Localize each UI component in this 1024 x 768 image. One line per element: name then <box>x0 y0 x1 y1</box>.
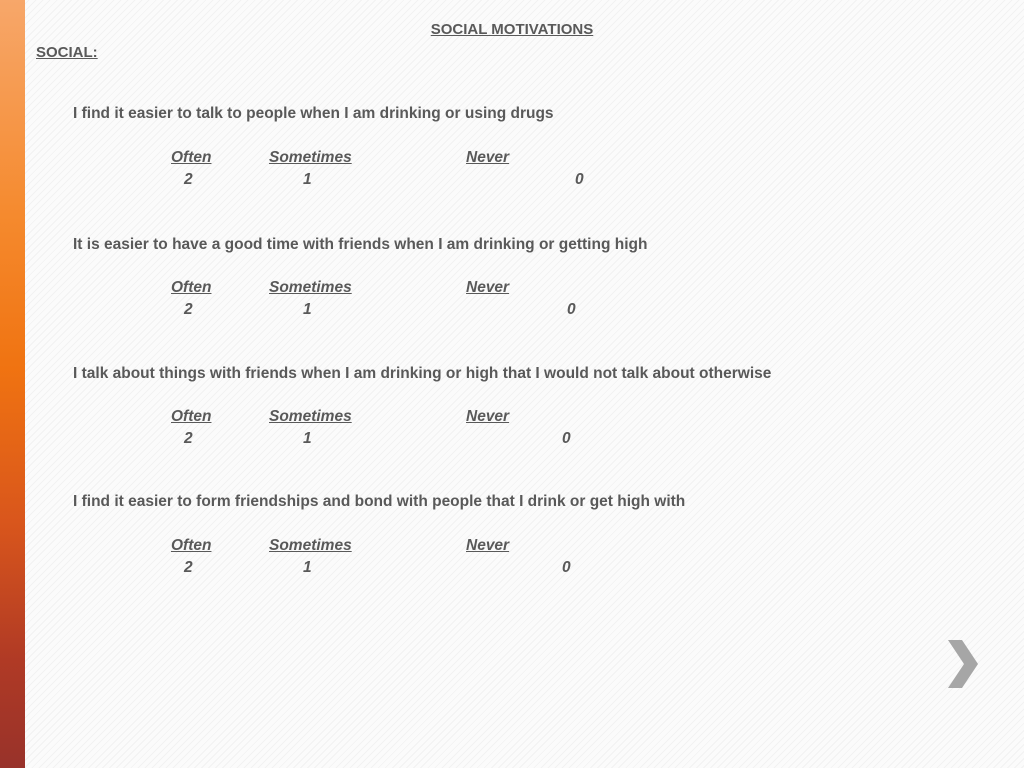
question-text: I find it easier to form friendships and bond with people that I drink or get high with <box>73 493 686 510</box>
orange-accent-bar <box>0 0 25 768</box>
option-never: Never <box>466 149 510 166</box>
score-sometimes: 1 <box>303 301 312 318</box>
score-never: 0 <box>562 559 571 576</box>
option-sometimes: Sometimes <box>269 537 352 554</box>
option-sometimes: Sometimes <box>269 279 352 296</box>
score-never: 0 <box>562 430 571 447</box>
question-text: I talk about things with friends when I am drinking or high that I would not talk about otherwise <box>73 365 772 382</box>
next-slide-button[interactable] <box>940 636 984 692</box>
slide-title: SOCIAL MOTIVATIONS <box>430 21 594 38</box>
option-sometimes: Sometimes <box>269 408 352 425</box>
section-label: SOCIAL: <box>36 44 98 61</box>
question-text: I find it easier to talk to people when I am drinking or using drugs <box>73 105 554 122</box>
option-often: Often <box>171 279 212 296</box>
option-often: Often <box>171 149 212 166</box>
question-text: It is easier to have a good time with friends when I am drinking or getting high <box>73 236 648 253</box>
option-sometimes: Sometimes <box>269 149 352 166</box>
option-often: Often <box>171 537 212 554</box>
option-never: Never <box>466 537 510 554</box>
option-never: Never <box>466 408 510 425</box>
option-often: Often <box>171 408 212 425</box>
score-often: 2 <box>184 301 193 318</box>
score-often: 2 <box>184 430 193 447</box>
option-never: Never <box>466 279 510 296</box>
score-sometimes: 1 <box>303 430 312 447</box>
score-often: 2 <box>184 171 193 188</box>
score-sometimes: 1 <box>303 559 312 576</box>
score-never: 0 <box>567 301 576 318</box>
score-often: 2 <box>184 559 193 576</box>
score-sometimes: 1 <box>303 171 312 188</box>
score-never: 0 <box>575 171 584 188</box>
chevron-right-icon <box>940 636 984 692</box>
